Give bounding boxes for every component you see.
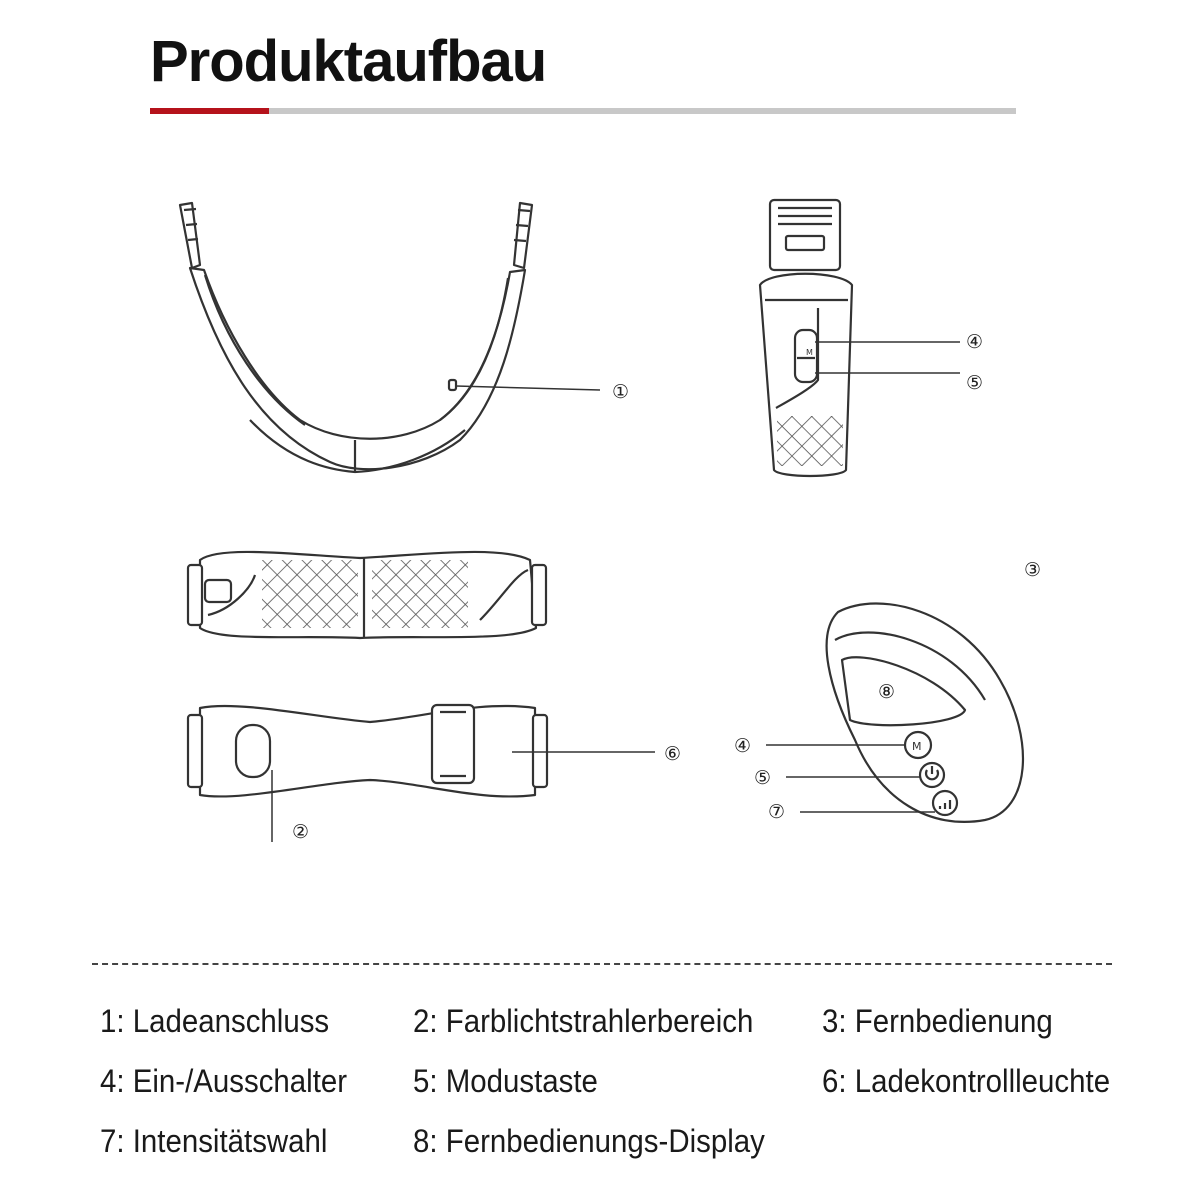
callout-4a: ④ <box>966 331 984 353</box>
remote-control <box>827 603 1023 821</box>
legend-item-8: 8: Fernbedienungs-Display <box>413 1123 765 1159</box>
neck-device-back-view <box>188 705 547 796</box>
legend-item-5: 5: Modustaste <box>413 1063 598 1099</box>
page-title: Produktaufbau <box>150 29 547 94</box>
neck-device-top-view <box>180 203 532 473</box>
callout-7: ⑦ <box>768 801 786 823</box>
callout-1: ① <box>612 381 630 403</box>
callout-3: ③ <box>1024 559 1042 581</box>
legend-item-6: 6: Ladekontrollleuchte <box>822 1063 1111 1099</box>
callout-8: ⑧ <box>878 681 896 703</box>
callout-4b: ④ <box>734 735 752 757</box>
callout-6: ⑥ <box>664 743 682 765</box>
legend-item-2: 2: Farblichtstrahlerbereich <box>413 1003 754 1039</box>
legend-divider <box>92 963 1112 965</box>
callout-5a: ⑤ <box>966 372 984 394</box>
mode-button-label-side: M <box>806 348 813 357</box>
legend-item-7: 7: Intensitätswahl <box>100 1123 328 1159</box>
legend-item-1: 1: Ladeanschluss <box>100 1003 330 1039</box>
mode-button-label-remote: M <box>912 740 922 753</box>
callout-5b: ⑤ <box>754 767 772 789</box>
callout-2: ② <box>292 821 310 843</box>
legend-item-4: 4: Ein-/Ausschalter <box>100 1063 348 1099</box>
legend-item-3: 3: Fernbedienung <box>822 1003 1053 1039</box>
neck-device-front-view <box>188 552 546 638</box>
neck-device-side-view <box>760 200 852 476</box>
